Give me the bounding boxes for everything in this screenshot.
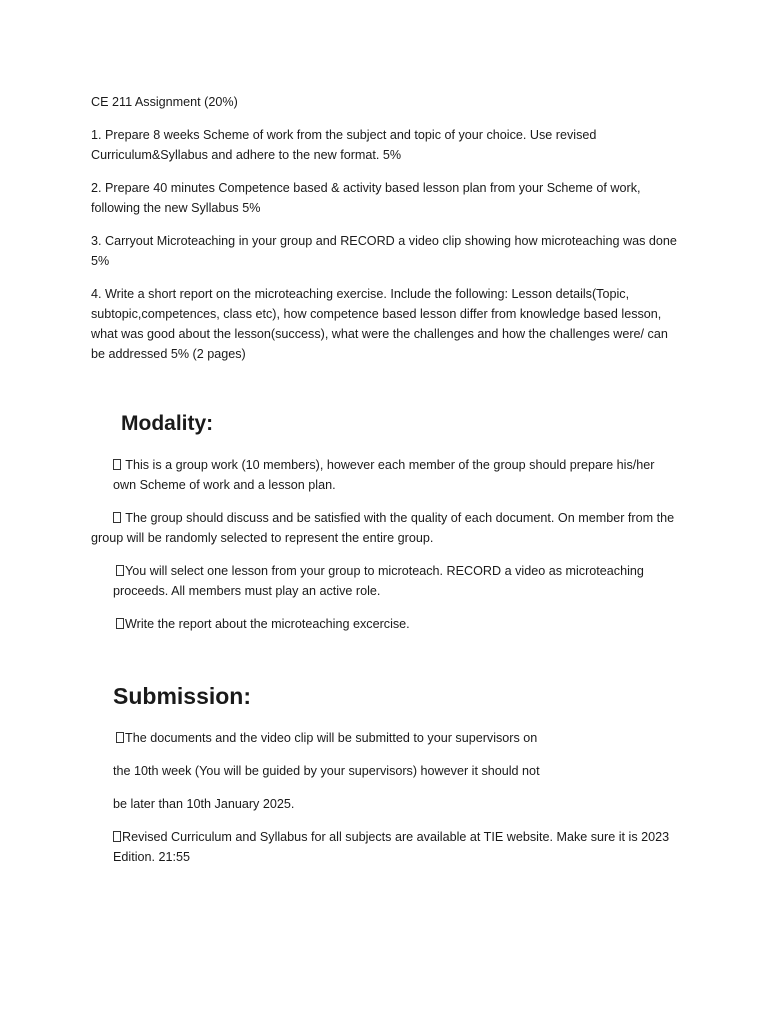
task-item-2: 2. Prepare 40 minutes Competence based & activity based lesson plan from your Scheme of work, following the new Syllabus 5% [91, 181, 641, 215]
missing-glyph-icon [113, 512, 121, 523]
missing-glyph-icon [113, 459, 121, 470]
missing-glyph-icon [116, 618, 124, 629]
missing-glyph-icon [116, 565, 124, 576]
task-item-3: 3. Carryout Microteaching in your group and RECORD a video clip showing how microteaching was done 5% [91, 234, 677, 268]
submission-line-1: The documents and the video clip will be submitted to your supervisors on [113, 728, 673, 748]
submission-line-3: be later than 10th January 2025. [113, 797, 295, 811]
missing-glyph-icon [116, 732, 124, 743]
submission-line-2: the 10th week (You will be guided by your supervisors) however it should not [113, 764, 540, 778]
task-item-1: 1. Prepare 8 weeks Scheme of work from the subject and topic of your choice. Use revised Curriculum&Syllabus and adhere to the new format. 5% [91, 128, 597, 162]
modality-item-4: Write the report about the microteaching excercise. [113, 614, 673, 634]
modality-heading: Modality: [121, 412, 214, 435]
missing-glyph-icon [113, 831, 121, 842]
submission-line-4: Revised Curriculum and Syllabus for all subjects are available at TIE website. Make sure it is 2023 Edition. 21:55 [113, 830, 670, 864]
assignment-title: CE 211 Assignment (20%) [91, 95, 238, 109]
modality-item-2: The group should discuss and be satisfied with the quality of each document. On member from the group will be randomly selected to represent the entire group. [91, 511, 675, 545]
modality-item-1: This is a group work (10 members), however each member of the group should prepare his/her own Scheme of work and a lesson plan. [113, 458, 655, 492]
modality-item-3: You will select one lesson from your group to microteach. RECORD a video as microteaching proceeds. All members must play an active role. [113, 564, 644, 598]
task-item-4: 4. Write a short report on the microteaching exercise. Include the following: Lesson details(Topic, subtopic,competences, class etc), how competence based lesson differ from knowledge based lesson, what was good about the lesson(success), what were the challenges and how the challenges were/ can be addressed 5% (2 pages) [91, 287, 668, 361]
submission-heading: Submission: [113, 683, 252, 709]
